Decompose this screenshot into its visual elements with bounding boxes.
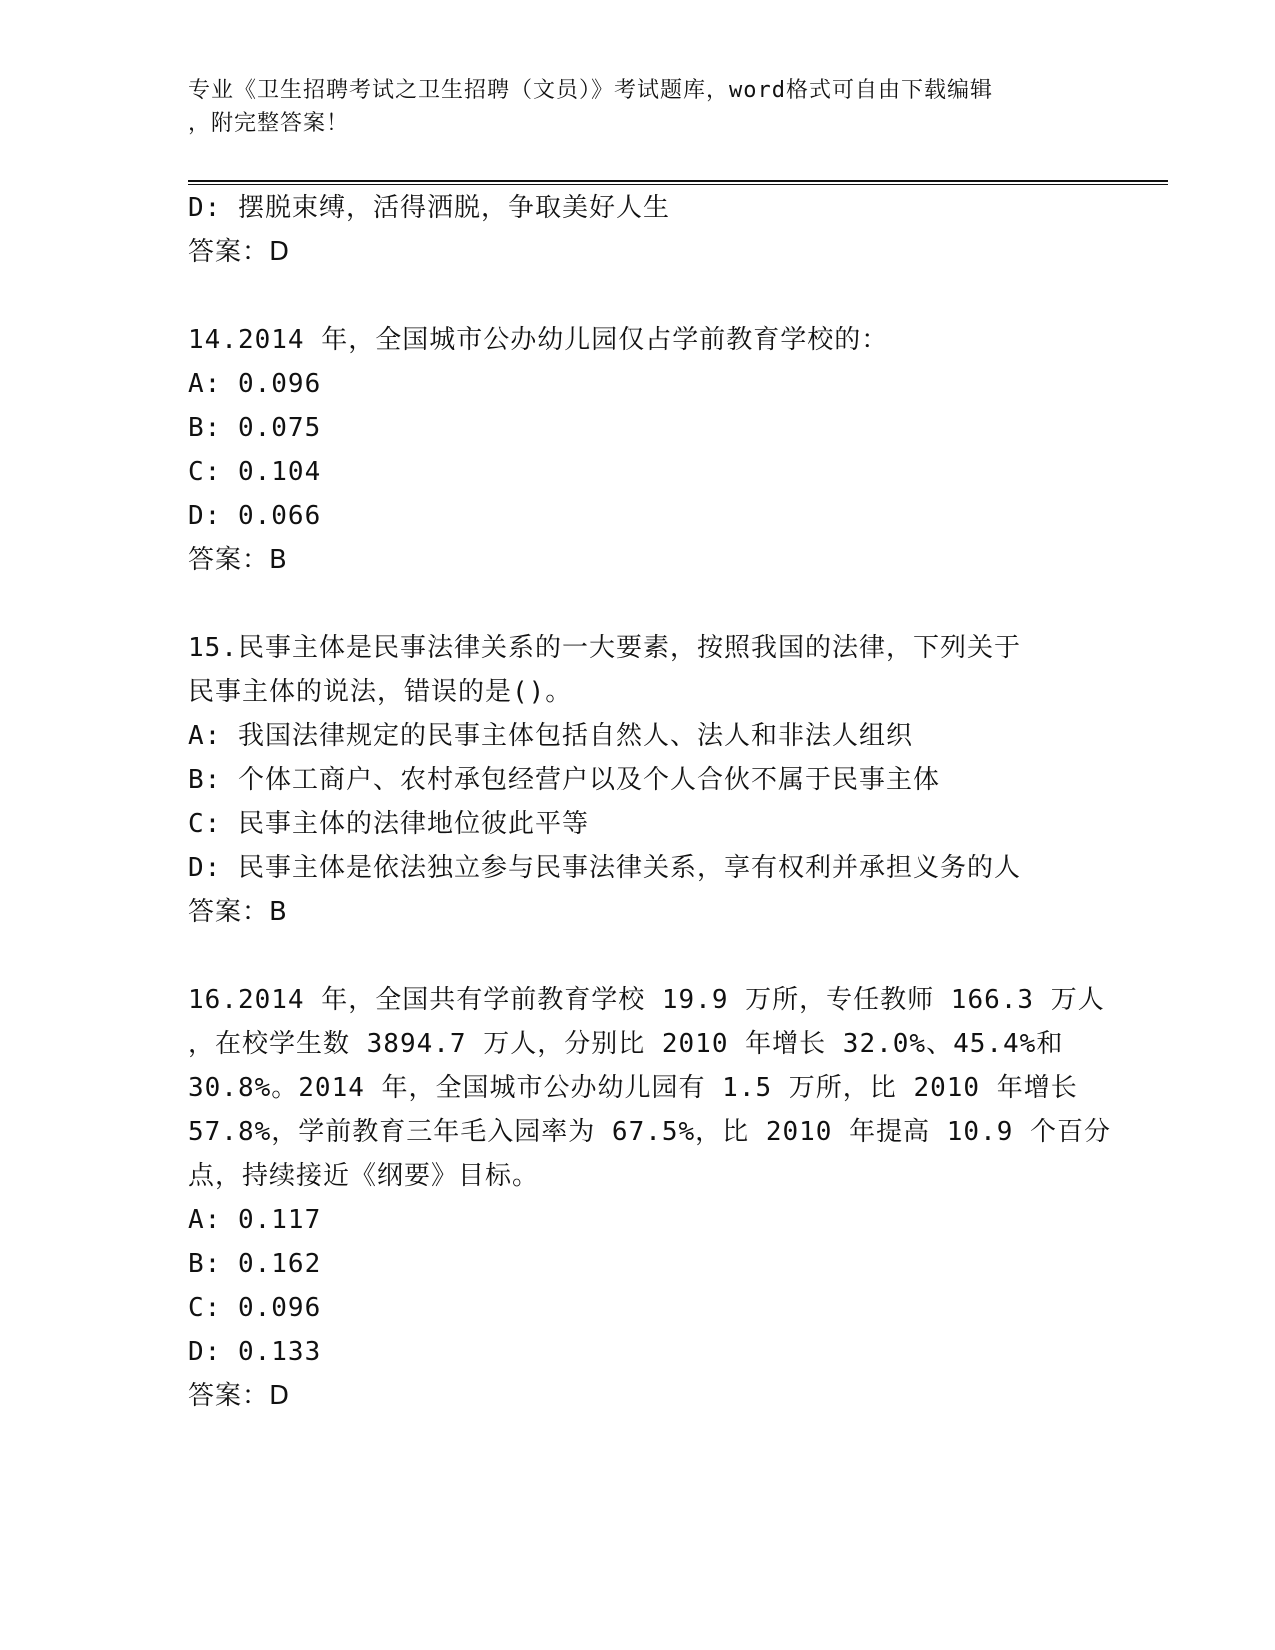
q16-stem-line5: 点，持续接近《纲要》目标。 [188,1161,540,1191]
q13-option-d: D: 摆脱束缚，活得洒脱，争取美好人生 [188,193,670,223]
q16-stem-line1: 16.2014 年，全国共有学前教育学校 19.9 万所，专任教师 166.3 万人 [188,985,1105,1015]
header-divider-thick [188,180,1168,182]
q15-answer: 答案：B [188,897,288,927]
q15-stem-line1: 15.民事主体是民事法律关系的一大要素，按照我国的法律，下列关于 [188,633,1021,663]
q15-option-a: A: 我国法律规定的民事主体包括自然人、法人和非法人组织 [188,721,913,751]
q16-option-c: C: 0.096 [188,1293,322,1323]
q16-option-d: D: 0.133 [188,1337,322,1367]
q13-answer: 答案：D [188,237,291,267]
header-title-line1: 专业《卫生招聘考试之卫生招聘（文员）》考试题库，word格式可自由下载编辑 [188,78,993,103]
q16-option-a: A: 0.117 [188,1205,322,1235]
q14-stem: 14.2014 年，全国城市公办幼儿园仅占学前教育学校的： [188,325,889,355]
q16-stem-line3: 30.8%。2014 年，全国城市公办幼儿园有 1.5 万所，比 2010 年增长 [188,1073,1078,1103]
q16-stem-line4: 57.8%，学前教育三年毛入园率为 67.5%，比 2010 年提高 10.9 个百分 [188,1117,1112,1147]
q15-option-c: C: 民事主体的法律地位彼此平等 [188,809,589,839]
header-title-line2: ，附完整答案！ [188,111,350,136]
header-divider-thin [188,184,1168,185]
q14-answer: 答案：B [188,545,288,575]
q14-option-b: B: 0.075 [188,413,322,443]
document-header [188,74,1088,140]
q14-option-a: A: 0.096 [188,369,322,399]
q16-option-b: B: 0.162 [188,1249,322,1279]
q15-stem-line2: 民事主体的说法，错误的是()。 [188,677,573,707]
q16-stem-line2: ，在校学生数 3894.7 万人，分别比 2010 年增长 32.0%、45.4%和 [188,1029,1064,1059]
q15-option-b: B: 个体工商户、农村承包经营户以及个人合伙不属于民事主体 [188,765,940,795]
q14-option-c: C: 0.104 [188,457,322,487]
q14-option-d: D: 0.066 [188,501,322,531]
q15-option-d: D: 民事主体是依法独立参与民事法律关系，享有权利并承担义务的人 [188,853,1021,883]
q16-answer: 答案：D [188,1381,291,1411]
